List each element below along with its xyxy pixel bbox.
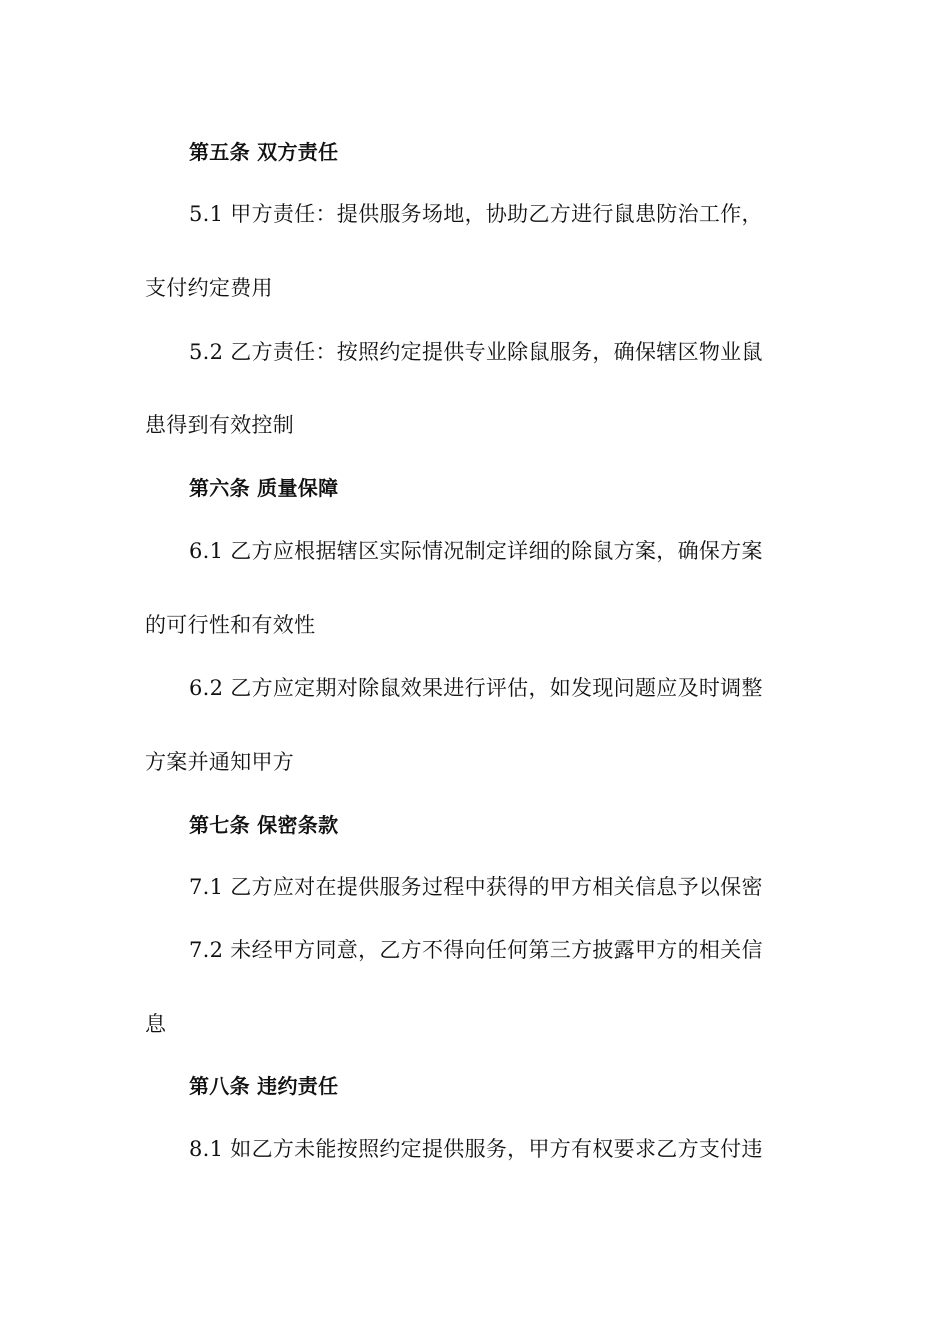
clause-text: 7.1 乙方应对在提供服务过程中获得的甲方相关信息予以保密 (189, 875, 763, 899)
clause-text: 5.2 乙方责任：按照约定提供专业除鼠服务，确保辖区物业鼠 (189, 340, 763, 364)
clause-text: 8.1 如乙方未能按照约定提供服务，甲方有权要求乙方支付违 (189, 1137, 763, 1161)
section-heading: 第五条 双方责任 (189, 140, 339, 164)
clause-continuation: 息 (145, 1012, 167, 1036)
clause-continuation: 方案并通知甲方 (145, 750, 295, 774)
clause-continuation: 支付约定费用 (145, 276, 273, 300)
clause-text: 5.1 甲方责任：提供服务场地，协助乙方进行鼠患防治工作， (189, 202, 763, 226)
clause-text: 6.1 乙方应根据辖区实际情况制定详细的除鼠方案，确保方案 (189, 539, 763, 563)
clause-text: 6.2 乙方应定期对除鼠效果进行评估，如发现问题应及时调整 (189, 676, 763, 700)
section-heading: 第八条 违约责任 (189, 1074, 339, 1098)
clause-continuation: 患得到有效控制 (145, 413, 295, 437)
section-heading: 第六条 质量保障 (189, 476, 339, 500)
clause-continuation: 的可行性和有效性 (145, 613, 316, 637)
clause-text: 7.2 未经甲方同意，乙方不得向任何第三方披露甲方的相关信 (189, 938, 763, 962)
section-heading: 第七条 保密条款 (189, 813, 339, 837)
